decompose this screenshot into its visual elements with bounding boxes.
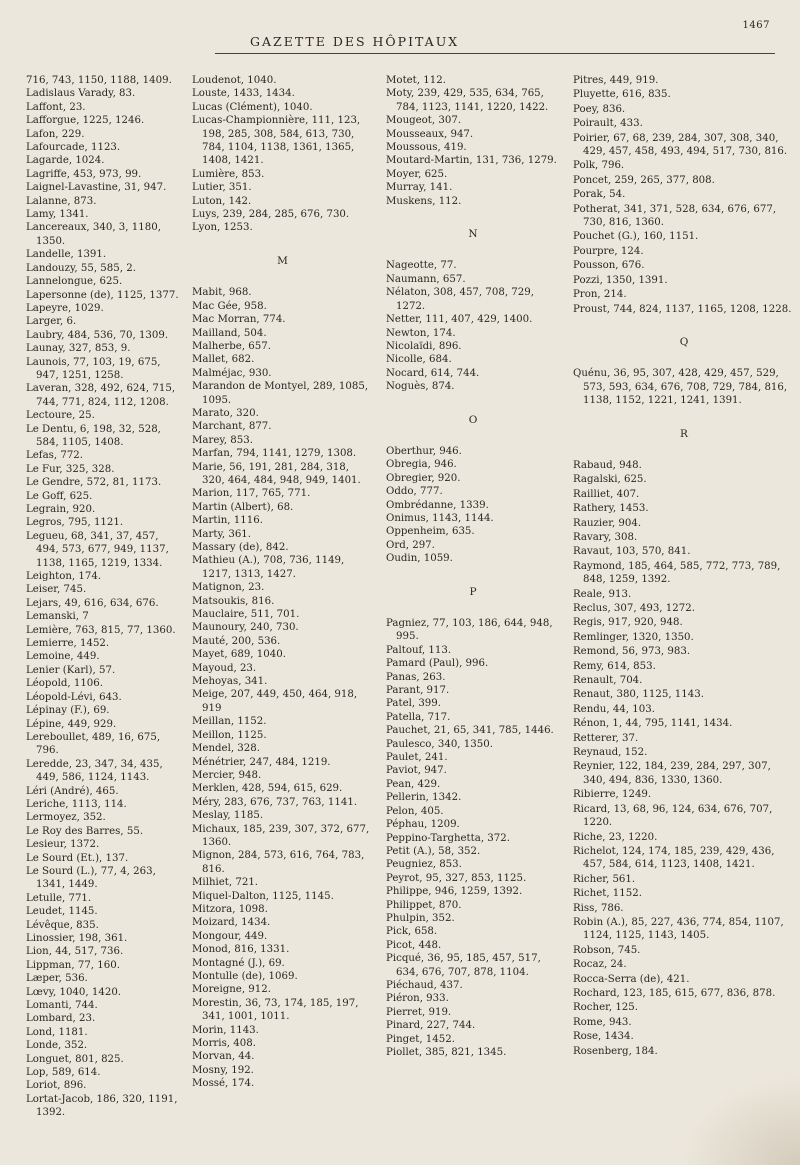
index-entry: Lannelongue, 625. <box>26 276 123 288</box>
index-entry: 716, 743, 1150, 1188, 1409. <box>26 75 172 86</box>
index-entry: Péphau, 1209. <box>386 819 460 831</box>
index-entry: Mathieu (A.), 708, 736, 1149, 1217, 1313, 1427. <box>192 555 345 580</box>
index-entry: Malherbe, 657. <box>192 340 271 352</box>
index-entry: Paviot, 947. <box>386 765 447 777</box>
index-entry: Paulet, 241. <box>386 752 448 764</box>
index-entry: Montulle (de), 1069. <box>192 971 298 982</box>
index-entry: Luton, 142. <box>192 195 252 207</box>
index-entry: Luys, 239, 284, 285, 676, 730. <box>192 209 350 221</box>
index-entry: Lucas-Championnière, 111, 123, 198, 285, 308, 584, 613, 730, 784, 1104, 1138, 1361, 1365, 1408, 1421. <box>192 115 361 167</box>
index-entry: Mongour, 449. <box>192 930 268 942</box>
index-entry: Mitzora, 1098. <box>192 903 268 915</box>
index-entry: Riche, 23, 1220. <box>573 831 658 843</box>
index-entry: Lumière, 853. <box>192 168 265 180</box>
index-entry: Mehoyas, 341. <box>192 676 268 688</box>
index-entry: Larger, 6. <box>26 316 77 328</box>
index-entry: Poey, 836. <box>573 103 626 115</box>
index-entry: Le Fur, 325, 328. <box>26 463 115 475</box>
index-entry: Rose, 1434. <box>573 1031 634 1043</box>
index-entry: Remlinger, 1320, 1350. <box>573 631 694 643</box>
index-entry: Retterer, 37. <box>573 732 639 744</box>
index-entry: Pourpre, 124. <box>573 245 644 257</box>
index-entry: Leriche, 1113, 114. <box>26 798 127 810</box>
index-entry: Marion, 117, 765, 771. <box>192 488 311 500</box>
index-entry: Rendu, 44, 103. <box>573 703 655 715</box>
index-entry: Regis, 917, 920, 948. <box>573 617 683 629</box>
index-entry: Louste, 1433, 1434. <box>192 88 295 100</box>
index-entry: Ménétrier, 247, 484, 1219. <box>192 756 331 768</box>
index-entry: Moussous, 419. <box>386 142 467 154</box>
index-entry: Nicolle, 684. <box>386 354 452 366</box>
index-entry: Piollet, 385, 821, 1345. <box>386 1047 507 1058</box>
index-entry: Obregier, 920. <box>386 472 461 484</box>
letter-heading: M <box>277 254 289 267</box>
index-entry: Lœvy, 1040, 1420. <box>26 986 122 998</box>
index-entry: Renault, 704. <box>573 675 643 687</box>
index-entry: Rocca-Serra (de), 421. <box>573 973 690 985</box>
index-entry: Rauzier, 904. <box>573 517 642 529</box>
index-entry: Léopold-Lévi, 643. <box>26 691 122 703</box>
index-entry: Legrain, 920. <box>26 504 96 515</box>
index-entry: Launay, 327, 853, 9. <box>26 343 131 355</box>
index-entry: Lapeyre, 1029. <box>26 302 104 314</box>
index-entry: Marty, 361. <box>192 528 252 540</box>
index-entry: Lortat-Jacob, 186, 320, 1191, 1392. <box>26 1093 178 1119</box>
index-entry: Lippman, 77, 160. <box>26 959 120 971</box>
index-entry: Pinard, 227, 744. <box>386 1020 476 1032</box>
index-entry: Meillan, 1152. <box>192 716 267 728</box>
index-entry: Ravaut, 103, 570, 841. <box>573 546 691 558</box>
index-entry: Reynaud, 152. <box>573 747 648 759</box>
index-entry: Mossé, 174. <box>192 1078 255 1090</box>
index-entry: Rome, 943. <box>573 1016 632 1028</box>
index-entry: Lépinay (F.), 69. <box>26 705 110 717</box>
index-entry: Naumann, 657. <box>386 273 466 285</box>
index-entry: Matignon, 23. <box>192 582 265 594</box>
index-entry: Merklen, 428, 594, 615, 629. <box>192 783 343 795</box>
letter-heading: Q <box>679 335 690 348</box>
index-entry: Pouchet (G.), 160, 1151. <box>573 231 699 243</box>
index-entry: Lop, 589, 614. <box>26 1067 101 1079</box>
index-entry: Panas, 263. <box>386 671 446 683</box>
index-entry: Lyon, 1253. <box>192 222 253 234</box>
index-entry: Lafon, 229. <box>26 128 85 140</box>
index-entry: Moreigne, 912. <box>192 984 271 996</box>
index-entry: Michaux, 185, 239, 307, 372, 677, 1360. <box>192 823 370 848</box>
index-entry: Montagné (J.), 69. <box>192 957 285 969</box>
index-entry: Ombrédanne, 1339. <box>386 499 489 511</box>
index-entry: Landelle, 1391. <box>26 249 107 261</box>
index-entry: Mauclaire, 511, 701. <box>192 609 300 621</box>
index-entry: Picot, 448. <box>386 939 442 951</box>
index-entry: Mendel, 328. <box>192 743 260 755</box>
index-columns <box>26 74 792 1160</box>
index-entry: Lefas, 772. <box>26 450 84 462</box>
index-entry: Rabaud, 948. <box>573 459 642 471</box>
index-entry: Leiser, 745. <box>26 584 87 596</box>
index-entry: Landouzy, 55, 585, 2. <box>26 262 136 274</box>
index-entry: Mac Gée, 958. <box>192 300 267 312</box>
index-entry: Ragalski, 625. <box>573 474 647 486</box>
index-entry: Milhiet, 721. <box>192 877 259 889</box>
index-entry: Marey, 853. <box>192 434 253 446</box>
index-entry: Miquel-Dalton, 1125, 1145. <box>192 890 334 902</box>
index-column-1 <box>26 74 180 1160</box>
index-entry: Le Dentu, 6, 198, 32, 528, 584, 1105, 1408. <box>26 423 161 448</box>
index-entry: Pluyette, 616, 835. <box>573 89 671 101</box>
index-entry: Mayoud, 23. <box>192 662 257 674</box>
index-entry: Richer, 561. <box>573 873 636 885</box>
index-entry: Remond, 56, 973, 983. <box>573 646 691 658</box>
index-entry: Mosny, 192. <box>192 1064 254 1076</box>
index-entry: Proust, 744, 824, 1137, 1165, 1208, 1228. <box>573 303 792 315</box>
index-entry: Lombard, 23. <box>26 1013 96 1025</box>
index-entry: Peyrot, 95, 327, 853, 1125. <box>386 872 527 884</box>
index-entry: Marchant, 877. <box>192 421 272 433</box>
index-entry: Philippe, 946, 1259, 1392. <box>386 886 523 898</box>
index-entry: Richet, 1152. <box>573 888 642 900</box>
index-entry: Rochard, 123, 185, 615, 677, 836, 878. <box>573 987 776 999</box>
index-entry: Méry, 283, 676, 737, 763, 1141. <box>192 796 358 808</box>
index-entry: Letulle, 771. <box>26 892 92 904</box>
index-entry: Lemierre, 1452. <box>26 638 110 650</box>
index-entry: Pamard (Paul), 996. <box>386 658 489 670</box>
index-entry: Launois, 77, 103, 19, 675, 947, 1251, 1258. <box>26 356 161 381</box>
index-entry: Lafourcade, 1123. <box>26 142 121 154</box>
index-entry: Loudenot, 1040. <box>192 75 277 86</box>
index-entry: Paltouf, 113. <box>386 644 452 656</box>
index-entry: Polk, 796. <box>573 160 625 172</box>
index-entry: Morvan, 44. <box>192 1051 255 1063</box>
index-entry: Potherat, 341, 371, 528, 634, 676, 677, 730, 816, 1360. <box>573 203 777 229</box>
index-entry: Riss, 786. <box>573 902 624 914</box>
index-entry: Malméjac, 930. <box>192 367 272 379</box>
index-entry: Le Sourd (L.), 77, 4, 263, 1341, 1449. <box>26 865 156 891</box>
index-entry: Mousseaux, 947. <box>386 128 474 140</box>
index-entry: Lion, 44, 517, 736. <box>26 946 124 958</box>
index-entry: Morestin, 36, 73, 174, 185, 197, 341, 1001, 1011. <box>192 997 359 1023</box>
index-entry: Massary (de), 842. <box>192 542 289 553</box>
index-entry: Pinget, 1452. <box>386 1033 455 1045</box>
index-entry: Pitres, 449, 919. <box>573 75 659 86</box>
index-entry: Lejars, 49, 616, 634, 676. <box>26 597 159 609</box>
index-entry: Netter, 111, 407, 429, 1400. <box>386 314 533 326</box>
index-entry: Lagarde, 1024. <box>26 155 105 167</box>
index-entry: Lectoure, 25. <box>26 410 95 422</box>
index-entry: Philippet, 870. <box>386 899 462 911</box>
index-column-4 <box>573 74 796 1160</box>
index-entry: Monod, 816, 1331. <box>192 944 290 956</box>
index-entry: Mougeot, 307. <box>386 115 462 127</box>
index-entry: Le Goff, 625. <box>26 490 93 502</box>
index-entry: Newton, 174. <box>386 327 456 339</box>
index-entry: Moutard-Martin, 131, 736, 1279. <box>386 155 557 167</box>
index-entry: Quénu, 36, 95, 307, 428, 429, 457, 529, 573, 593, 634, 676, 708, 729, 784, 816, 1138, 1152, 1221, 1241, 1391. <box>573 368 788 407</box>
index-entry: Lond, 1181. <box>26 1026 88 1038</box>
index-entry: Pean, 429. <box>386 778 441 790</box>
index-entry: Marfan, 794, 1141, 1279, 1308. <box>192 448 357 460</box>
index-entry: Matsoukis, 816. <box>192 595 275 607</box>
index-entry: Morin, 1143. <box>192 1024 259 1036</box>
index-entry: Mallet, 682. <box>192 354 255 366</box>
index-entry: Mac Morran, 774. <box>192 314 286 326</box>
index-entry: Pousson, 676. <box>573 260 645 272</box>
index-entry: Nageotte, 77. <box>386 260 457 272</box>
index-column-2 <box>192 74 374 1160</box>
index-entry: Léopold, 1106. <box>26 678 104 690</box>
index-entry: Marato, 320. <box>192 407 259 419</box>
index-entry: Lépine, 449, 929. <box>26 718 117 730</box>
index-entry: Rocaz, 24. <box>573 959 627 971</box>
index-entry: Picqué, 36, 95, 185, 457, 517, 634, 676, 707, 878, 1104. <box>386 953 541 978</box>
index-entry: Mabit, 968. <box>192 287 252 299</box>
index-entry: Mignon, 284, 573, 616, 764, 783, 816. <box>192 850 365 875</box>
index-entry: Robson, 745. <box>573 944 641 956</box>
page-stain <box>680 1075 800 1165</box>
index-entry: Leredde, 23, 347, 34, 435, 449, 586, 1124, 1143. <box>26 758 163 784</box>
index-entry: Obregia, 946. <box>386 459 457 471</box>
index-entry: Pick, 658. <box>386 926 438 938</box>
index-entry: Londe, 352. <box>26 1040 88 1052</box>
index-entry: Nocard, 614, 744. <box>386 367 480 379</box>
index-entry: Pron, 214. <box>573 289 627 301</box>
index-entry: Piéchaud, 437. <box>386 979 463 991</box>
index-entry: Piéron, 933. <box>386 993 449 1005</box>
index-entry: Mailland, 504. <box>192 327 267 339</box>
index-entry: Lomanti, 744. <box>26 1000 98 1012</box>
index-entry: Laignel-Lavastine, 31, 947. <box>26 182 167 194</box>
index-entry: Moyer, 625. <box>386 168 448 180</box>
index-entry: Lereboullet, 489, 16, 675, 796. <box>26 731 161 757</box>
index-entry: Pellerin, 1342. <box>386 792 462 804</box>
index-entry: Poirault, 433. <box>573 118 643 130</box>
index-entry: Pozzi, 1350, 1391. <box>573 274 668 286</box>
index-entry: Rocher, 125. <box>573 1002 639 1014</box>
index-entry: Lenier (Karl), 57. <box>26 664 116 676</box>
index-entry: Le Roy des Barres, 55. <box>26 825 144 837</box>
index-entry: Léri (André), 465. <box>26 785 119 797</box>
index-entry: Paulesco, 340, 1350. <box>386 738 493 750</box>
index-entry: Laveran, 328, 492, 624, 715, 744, 771, 824, 112, 1208. <box>26 383 176 408</box>
index-entry: Reale, 913. <box>573 588 632 600</box>
index-entry: Marie, 56, 191, 281, 284, 318, 320, 464, 484, 948, 949, 1401. <box>192 461 361 486</box>
index-entry: Patella, 717. <box>386 711 451 723</box>
index-entry: Læper, 536. <box>26 973 88 985</box>
index-entry: Lagriffe, 453, 973, 99. <box>26 168 142 180</box>
index-entry: Longuet, 801, 825. <box>26 1053 124 1065</box>
index-entry: Motet, 112. <box>386 75 446 86</box>
index-entry: Oppenheim, 635. <box>386 526 475 538</box>
index-entry: Rénon, 1, 44, 795, 1141, 1434. <box>573 718 733 730</box>
index-entry: Laubry, 484, 536, 70, 1309. <box>26 329 169 341</box>
index-column-3 <box>386 74 561 1160</box>
index-entry: Renaut, 380, 1125, 1143. <box>573 689 704 701</box>
index-entry: Martin, 1116. <box>192 515 263 527</box>
index-entry: Lemière, 763, 815, 77, 1360. <box>26 624 176 636</box>
index-entry: Morris, 408. <box>192 1038 256 1050</box>
index-entry: Mauté, 200, 536. <box>192 635 281 647</box>
index-entry: Phulpin, 352. <box>386 912 455 924</box>
index-entry: Poirier, 67, 68, 239, 284, 307, 308, 340, 429, 457, 458, 493, 494, 517, 730, 816. <box>573 132 788 158</box>
running-head: GAZETTE DES HÔPITAUX <box>250 34 460 49</box>
letter-heading: P <box>469 585 478 598</box>
index-entry: Oudin, 1059. <box>386 553 453 565</box>
index-entry: Peugniez, 853. <box>386 859 462 871</box>
index-entry: Marandon de Montyel, 289, 1085, 1095. <box>192 381 369 406</box>
index-entry: Remy, 614, 853. <box>573 660 656 672</box>
index-entry: Reclus, 307, 493, 1272. <box>573 603 695 614</box>
index-entry: Lapersonne (de), 1125, 1377. <box>26 289 179 301</box>
index-entry: Richelot, 124, 174, 185, 239, 429, 436, 457, 584, 614, 1123, 1408, 1421. <box>573 845 775 871</box>
index-entry: Lemoine, 449. <box>26 651 100 663</box>
index-entry: Murray, 141. <box>386 182 453 194</box>
index-entry: Martin (Albert), 68. <box>192 501 294 513</box>
index-entry: Legros, 795, 1121. <box>26 517 124 529</box>
index-entry: Nicolaïdi, 896. <box>386 340 462 352</box>
index-entry: Lalanne, 873. <box>26 195 97 207</box>
index-entry: Ribierre, 1249. <box>573 789 652 801</box>
index-entry: Poncet, 259, 265, 377, 808. <box>573 174 715 186</box>
index-entry: Le Gendre, 572, 81, 1173. <box>26 477 162 489</box>
index-entry: Lévêque, 835. <box>26 919 99 931</box>
index-entry: Parant, 917. <box>386 685 450 697</box>
index-entry: Ladislaus Varady, 83. <box>26 88 136 100</box>
index-entry: Rathery, 1453. <box>573 503 649 515</box>
letter-heading: N <box>468 228 479 241</box>
index-entry: Le Sourd (Et.), 137. <box>26 852 129 864</box>
index-entry: Rosenberg, 184. <box>573 1045 658 1057</box>
index-entry: Reynier, 122, 184, 239, 284, 297, 307, 340, 494, 836, 1330, 1360. <box>573 761 771 786</box>
index-entry: Ravary, 308. <box>573 531 638 543</box>
index-entry: Lafforgue, 1225, 1246. <box>26 115 145 127</box>
index-entry: Moizard, 1434. <box>192 917 271 929</box>
letter-heading: R <box>680 427 689 440</box>
index-entry: Pierret, 919. <box>386 1006 452 1018</box>
index-entry: Peppino-Targhetta, 372. <box>386 832 510 844</box>
index-entry: Meillon, 1125. <box>192 729 267 741</box>
index-entry: Porak, 54. <box>573 189 626 201</box>
index-entry: Railliet, 407. <box>573 488 640 500</box>
index-entry: Lancereaux, 340, 3, 1180, 1350. <box>26 222 161 247</box>
index-entry: Pelon, 405. <box>386 805 444 817</box>
index-entry: Laffont, 23. <box>26 101 86 113</box>
header-rule <box>215 53 775 54</box>
index-entry: Muskens, 112. <box>386 195 462 207</box>
index-entry: Meige, 207, 449, 450, 464, 918, 919 <box>192 689 358 714</box>
index-entry: Lermoyez, 352. <box>26 812 106 824</box>
index-entry: Robin (A.), 85, 227, 436, 774, 854, 1107, 1124, 1125, 1143, 1405. <box>573 916 784 942</box>
index-entry: Patel, 399. <box>386 698 442 710</box>
page-number: 1467 <box>742 20 770 31</box>
index-entry: Noguès, 874. <box>386 381 455 393</box>
index-entry: Moty, 239, 429, 535, 634, 765, 784, 1123, 1141, 1220, 1422. <box>386 88 549 113</box>
index-entry: Leighton, 174. <box>26 571 102 583</box>
index-entry: Lutier, 351. <box>192 182 252 194</box>
index-entry: Petit (A.), 58, 352. <box>386 845 481 857</box>
index-entry: Oberthur, 946. <box>386 445 462 457</box>
index-entry: Ord, 297. <box>386 539 435 551</box>
index-entry: Loriot, 896. <box>26 1080 87 1092</box>
index-entry: Pagniez, 77, 103, 186, 644, 948, 995. <box>386 618 553 643</box>
index-entry: Lamy, 1341. <box>26 209 89 221</box>
index-entry: Nélaton, 308, 457, 708, 729, 1272. <box>386 287 534 312</box>
index-entry: Lucas (Clément), 1040. <box>192 101 313 113</box>
index-entry: Leudet, 1145. <box>26 906 98 918</box>
index-entry: Mayet, 689, 1040. <box>192 649 286 661</box>
index-entry: Lesieur, 1372. <box>26 839 100 851</box>
index-entry: Legueu, 68, 341, 37, 457, 494, 573, 677, 949, 1137, 1138, 1165, 1219, 1334. <box>26 530 169 569</box>
index-entry: Meslay, 1185. <box>192 810 264 822</box>
index-entry: Linossier, 198, 361. <box>26 933 128 944</box>
index-entry: Ricard, 13, 68, 96, 124, 634, 676, 707, 1220. <box>573 803 773 829</box>
index-entry: Lemanski, 7 <box>26 611 89 623</box>
letter-heading: O <box>468 413 479 426</box>
index-entry: Onimus, 1143, 1144. <box>386 512 494 524</box>
index-entry: Maunoury, 240, 730. <box>192 622 299 634</box>
index-entry: Raymond, 185, 464, 585, 772, 773, 789, 848, 1259, 1392. <box>573 560 781 586</box>
index-entry: Oddo, 777. <box>386 486 443 498</box>
index-entry: Mercier, 948. <box>192 769 262 781</box>
index-entry: Pauchet, 21, 65, 341, 785, 1446. <box>386 725 554 737</box>
